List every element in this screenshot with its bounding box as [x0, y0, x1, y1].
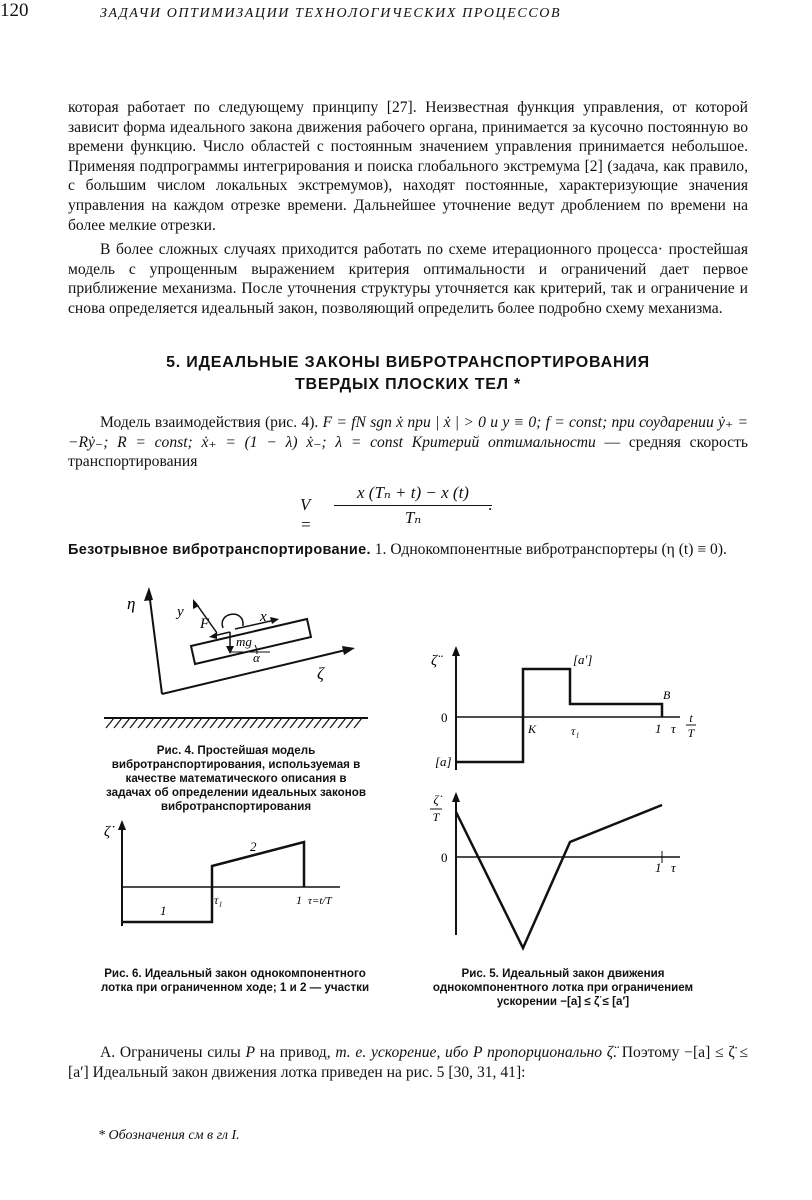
fig6-y-label: ζ̇	[104, 824, 111, 840]
model-description	[68, 413, 748, 472]
criterion-label: Критерий оптимальности	[411, 433, 596, 451]
subsection-bold: Безотрывное вибротранспортирование.	[68, 542, 371, 558]
fig5-t-frac-num: t	[689, 711, 693, 725]
section-title-line-2: ТВЕРДЫХ ПЛОСКИХ ТЕЛ *	[294, 376, 522, 393]
fig5-zero: 0	[441, 710, 448, 725]
fig6-segment-2-label: 2	[250, 839, 257, 854]
fig6-curve	[122, 842, 304, 922]
fig5-lower-bound: [a]	[435, 754, 452, 769]
zeta-label: ζ	[317, 664, 324, 683]
formula-denominator: Tₙ	[404, 508, 422, 527]
model-collision: при соударении ẏ₊ = −Rẏ₋; R = const; ẋ₊ = (1 − λ) ẋ₋; λ = const	[68, 414, 748, 451]
fig5-vel-arrow-icon	[452, 792, 460, 802]
fig5-upper-bound: [a′]	[573, 652, 593, 667]
zeta-arrow-icon	[342, 646, 355, 655]
figure-6-diagram	[100, 814, 360, 944]
criterion-text: — средняя скорость транспортирования	[68, 433, 749, 471]
x-arrow-icon	[270, 617, 279, 624]
eta-axis	[149, 592, 162, 694]
footnote: * Обозначения см в гл I.	[98, 1128, 240, 1143]
paragraph-A-P: P	[245, 1044, 256, 1061]
section-title	[68, 352, 748, 396]
fig5-vel-curve	[456, 805, 662, 948]
fig5-one-label: 1	[655, 721, 662, 736]
fig6-tau1-label: τ₁	[214, 893, 223, 907]
fig5-tau1-label: τ₁	[571, 724, 580, 738]
page-number: 120	[0, 0, 29, 21]
fig5-vel-den: T	[432, 810, 440, 824]
page-header	[0, 0, 680, 26]
section-title-line-1: 5. ИДЕАЛЬНЫЕ ЗАКОНЫ ВИБРОТРАНСПОРТИРОВАНИЯ	[166, 354, 650, 371]
force-arrow-icon	[209, 632, 217, 639]
figure-5-diagram	[425, 640, 715, 955]
eta-arrow-icon	[144, 587, 153, 601]
paragraph-A-italic: т. е. ускорение, ибо P пропорционально ζ̈.	[335, 1044, 618, 1061]
figure-6-caption: Рис. 6. Идеальный закон однокомпонентного лотка при ограниченном ходе; 1 и 2 — участки	[100, 967, 370, 994]
fig5-one-label-2: 1	[655, 860, 662, 875]
model-intro: Модель взаимодействия (рис. 4).	[100, 414, 323, 431]
fig5-zero-2: 0	[441, 850, 448, 865]
block-contour	[222, 614, 243, 628]
running-head: ЗАДАЧИ ОПТИМИЗАЦИИ ТЕХНОЛОГИЧЕСКИХ ПРОЦЕССОВ	[100, 6, 562, 21]
force-label: F	[200, 616, 210, 632]
subsection-rest: 1. Однокомпонентные вибротранспортеры (η (t) ≡ 0).	[370, 541, 727, 558]
fig5-t-frac-den: T	[687, 726, 695, 740]
mg-label: mg	[236, 634, 252, 649]
formula-fraction	[334, 483, 492, 528]
formula-lhs: V =	[300, 495, 312, 534]
paragraph-1: которая работает по следующему принципу [27]. Неизвестная функция управления, от которой зависит форма идеального закона движения рабочего органа, принимается за кусочно постоянную во времени функцию. Число областей с постоянным значением управления принимается небольшое. Применяя подпрограммы интегрирования и поиска глобального экстремума [2] (задача, как правило, с большим числом локальных экстремумов), находят постоянные, характеризующие значения управления на каждом отрезке времени. Дальнейшее уточнение ведут дроблением по времени на более мелкие отрезки.	[68, 99, 748, 234]
formula-end: .	[488, 495, 493, 514]
x-label: x	[260, 609, 267, 625]
fig5-acc-label: ζ̈	[431, 653, 438, 669]
figure-4-caption: Рис. 4. Простейшая модель вибротранспортирования, используемая в качестве математического описания в задачах об определении идеальных законов вибротранспортирования	[106, 744, 366, 813]
paragraph-A-start: А. Ограничены силы	[100, 1044, 246, 1061]
fig6-segment-1-label: 1	[160, 903, 167, 918]
fig5-acc-curve	[456, 669, 662, 762]
gravity-arrow-icon	[226, 646, 234, 654]
alpha-label: α	[253, 650, 260, 665]
model-friction-equation: F = fN sgn ẋ при | ẋ | > 0 и y ≡ 0; f = const;	[322, 414, 608, 431]
fig5-acc-arrow-icon	[452, 646, 460, 656]
fig6-tau-eq-label: τ=t/T	[308, 895, 332, 907]
ground-hatching	[104, 716, 368, 730]
y-label: y	[177, 604, 184, 620]
fig6-y-arrow-icon	[118, 820, 126, 830]
fig5-tau-label: τ	[671, 721, 676, 736]
figure-4-diagram	[95, 582, 385, 732]
paragraph-2: В более сложных случаях приходится работать по схеме итерационного процесса· простейшая модель с упрощенным выражением критерия оптимальности и ограничений дает первое приближение механизма. После уточнения структуры уточняется как критерий, так и ограничение и снова определяется идеальный закон, позволяющий определить более подробно схему механизма.	[68, 241, 748, 317]
fig6-one-label: 1	[296, 893, 302, 907]
fig5-vel-num: ζ̇	[433, 792, 439, 807]
subsection-heading	[68, 540, 748, 561]
paragraph-A	[68, 1043, 748, 1082]
paragraph-A-mid: на привод,	[255, 1044, 336, 1061]
paragraph-A-rest: Поэтому −[a] ≤ ζ̈ ≤ [a′] Идеальный закон движения лотка приведен на рис. 5 [30, 31, 41]:	[68, 1044, 748, 1081]
fig5-tau-label-2: τ	[671, 860, 676, 875]
figure-5-caption: Рис. 5. Идеальный закон движения однокомпонентного лотка при ограничением ускорении −[a] ≤ ζ̈ ≤ [a′]	[432, 967, 694, 1008]
fig5-B-label: B	[663, 688, 671, 702]
formula-numerator: x (Tₙ + t) − x (t)	[334, 483, 492, 506]
fig5-K-label: K	[528, 722, 537, 736]
eta-label: η	[127, 594, 136, 613]
